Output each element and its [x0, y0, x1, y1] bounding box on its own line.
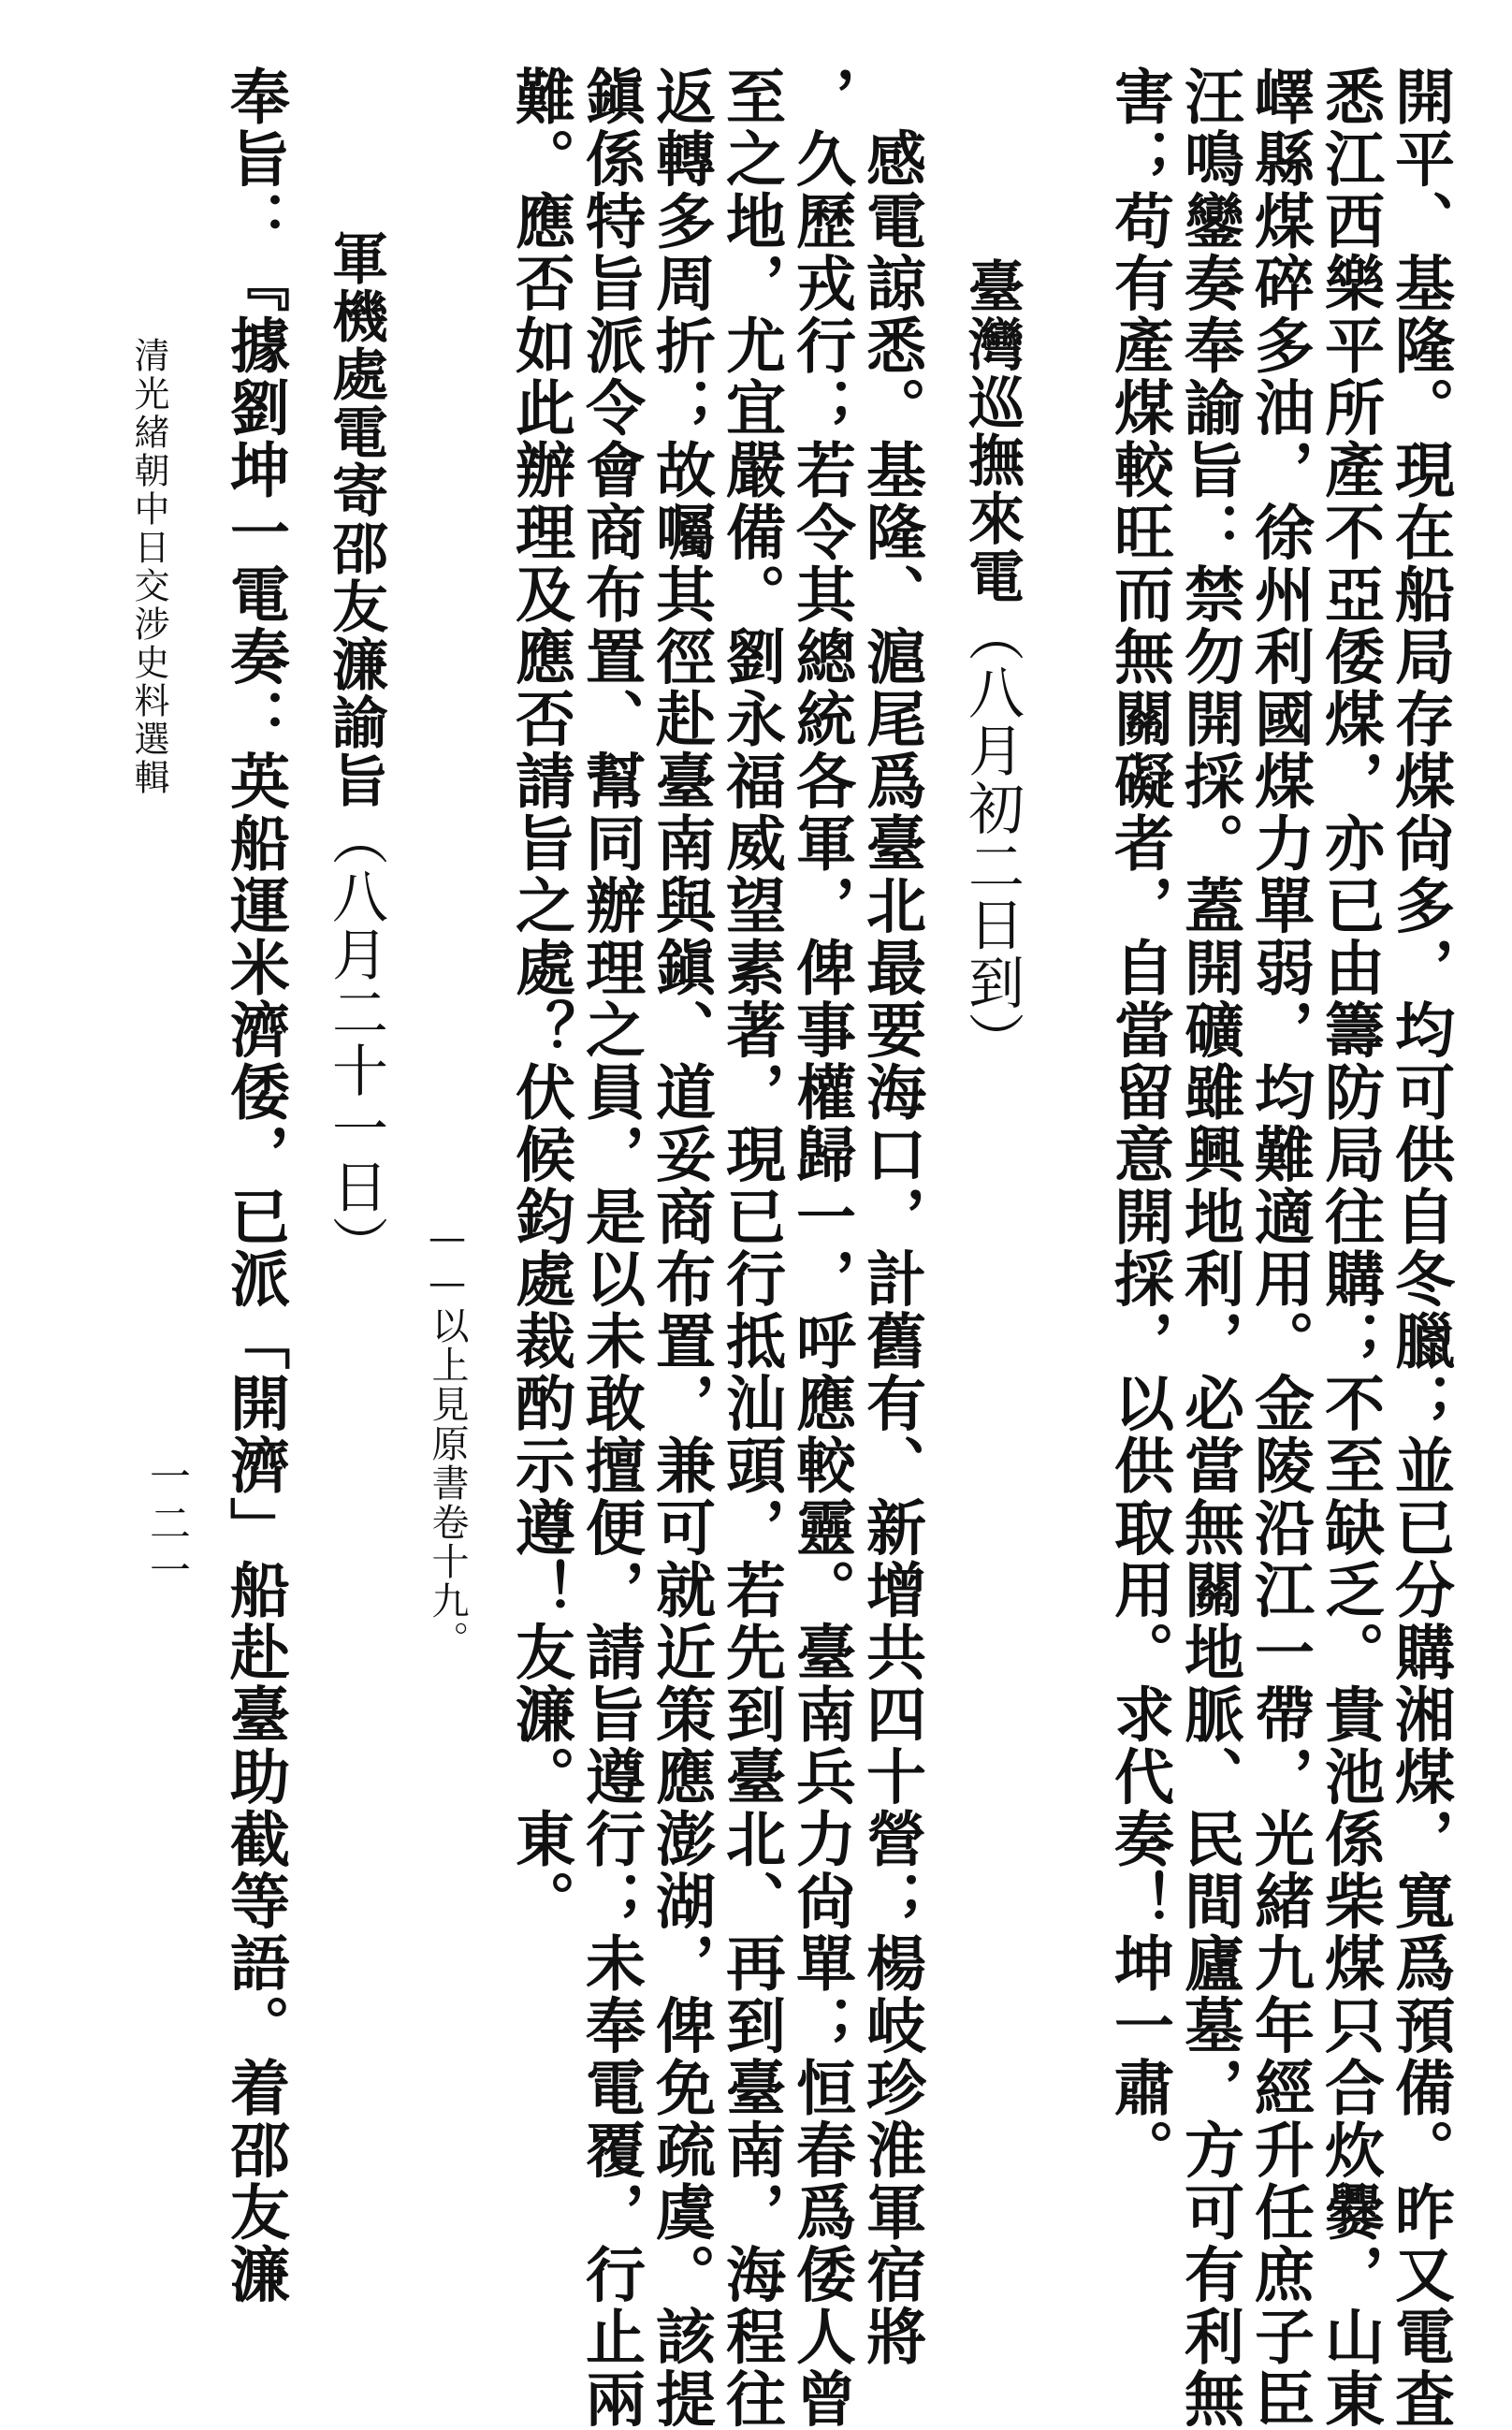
source-note: ——以上見原書卷十九。 — [426, 1216, 469, 1660]
page-number: 一二一 — [142, 1455, 190, 1595]
text-line-6: 感電諒悉。基隆、滬尾爲臺北最要海口，計舊有、新增共四十營；楊岐珍淮軍宿將 — [856, 65, 926, 2368]
running-title: 清光緒朝中日交涉史料選輯 — [128, 337, 169, 797]
heading-title: 臺灣巡撫來電 — [959, 257, 1025, 605]
text-line-3: 嶧縣煤碎多油，徐州利國煤力單弱，均難適用。金陵沿江一帶，光緒九年經升任庶子臣 — [1244, 65, 1315, 2430]
heading-date: （八月二十一日） — [323, 809, 388, 1273]
text-line-8: 至之地，尤宜嚴備。劉永福威望素著，現已行抵汕頭，若先到臺北、再到臺南，海程往 — [716, 65, 786, 2430]
text-line-10: 鎭係特旨派令會商布置、幫同辦理之員，是以未敢擅便，請旨遵行；未奉電覆，行止兩 — [575, 65, 646, 2430]
text-line-5: 害；苟有產煤較旺而無關礙者，自當留意開採，以供取用。求代奏！坤一肅。 — [1104, 65, 1174, 2181]
heading-date: （八月初二日到） — [959, 605, 1025, 1069]
text-line-11: 難。應否如此辦理及應否請旨之處？伏候鈞處裁酌示遵！友濂。東。 — [505, 65, 575, 1932]
text-line-12: 奉旨：『據劉坤一電奏：英船運米濟倭，已派「開濟」船赴臺助截等語。着邵友濂 — [220, 65, 290, 2306]
heading-title: 軍機處電寄邵友濂諭旨 — [323, 229, 388, 809]
text-line-9: 返轉多周折；故囑其徑赴臺南與鎭、道妥商布置，兼可就近策應澎湖，俾免疏虞。該提 — [646, 65, 716, 2430]
text-line-1: 開平、基隆。現在船局存煤尙多，均可供自冬臘；並已分購湘煤，寬爲預備。昨又電査 — [1385, 65, 1455, 2430]
section-heading-taiwan-governor-telegram — [959, 257, 1025, 1069]
section-heading-grand-council-edict — [323, 229, 388, 1273]
text-line-4: 汪鳴鑾奏奉諭旨：禁勿開採。蓋開礦雖興地利，必當無關地脈、民間廬墓，方可有利無 — [1174, 65, 1244, 2430]
text-line-7: ，久歷戎行；若令其總統各軍，俾事權歸一，呼應較靈。臺南兵力尙單；恒春爲倭人曾 — [786, 65, 856, 2430]
text-line-2: 悉江西樂平所產不亞倭煤，亦已由籌防局往購；不至缺乏。貴池係柴煤只合炊爨，山東 — [1315, 65, 1385, 2430]
